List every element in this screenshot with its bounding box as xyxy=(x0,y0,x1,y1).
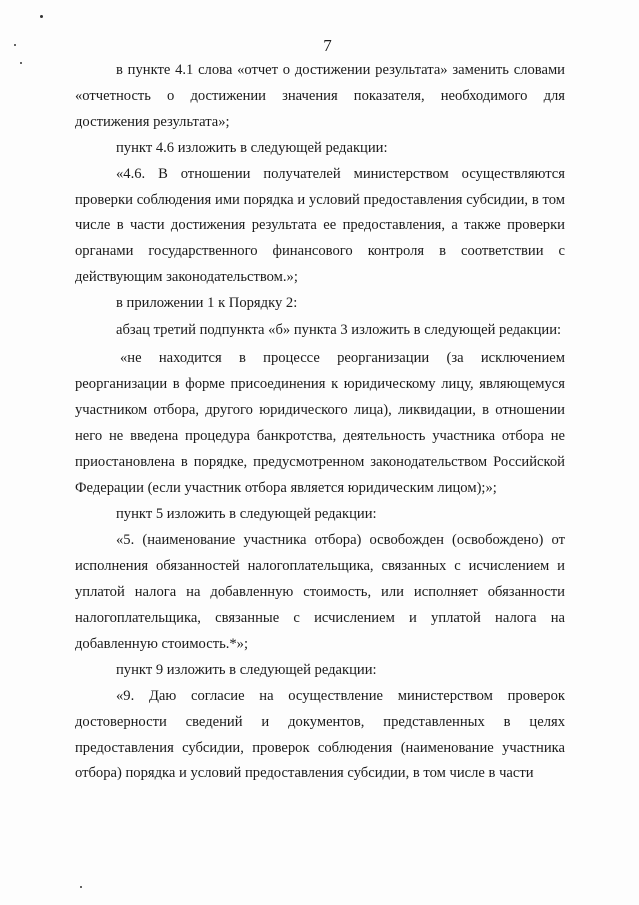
paragraph: «9. Даю согласие на осуществление министерством проверок достоверности сведений и документов, представленных в целях предоставления субсидии, проверок соблюдения (наименование участника отбора) порядка и условий предоставления субсидии, в том числе в части xyxy=(75,687,565,782)
paragraph: «не находится в процессе реорганизации (за исключением реорганизации в форме присоединения к юридическому лицу, являющемуся участником отбора, другого юридического лица), ликвидации, в отношении него не введена процедура банкротства, деятельность участника отбора не приостановлена в порядке, предусмотренном законодательством Российской Федерации (если участник отбора является юридическим лицом);»; xyxy=(75,349,565,496)
scan-speck xyxy=(20,62,22,64)
scan-speck xyxy=(40,15,43,18)
paragraph: пункт 9 изложить в следующей редакции: xyxy=(116,661,377,678)
paragraph: «4.6. В отношении получателей министерством осуществляются проверки соблюдения ими порядка и условий предоставления субсидии, в том числе в части достижения результата ее предоставления, а также проверки органами государственного финансового контроля в соответствии с действующим законодательством.»; xyxy=(75,165,565,286)
paragraph: пункт 4.6 изложить в следующей редакции: xyxy=(116,139,388,156)
paragraph: в приложении 1 к Порядку 2: xyxy=(116,295,298,312)
paragraph: пункт 5 изложить в следующей редакции: xyxy=(116,506,377,523)
paragraph: «5. (наименование участника отбора) освобожден (освобождено) от исполнения обязанностей налогоплательщика, связанных с исчислением и уплатой налога на добавленную стоимость, или исполняет обязанности налогоплательщика, связанные с исчислением и уплатой налога на добавленную стоимость.*»; xyxy=(75,532,565,652)
paragraph: в пункте 4.1 слова «отчет о достижении результата» заменить словами «отчетность о достижении значения показателя, необходимого для достижения результата»; xyxy=(75,62,565,130)
scan-speck xyxy=(80,886,82,888)
document-body xyxy=(75,58,565,787)
paragraph: абзац третий подпункта «б» пункта 3 изложить в следующей редакции: xyxy=(116,322,562,339)
page-number: 7 xyxy=(323,36,332,55)
